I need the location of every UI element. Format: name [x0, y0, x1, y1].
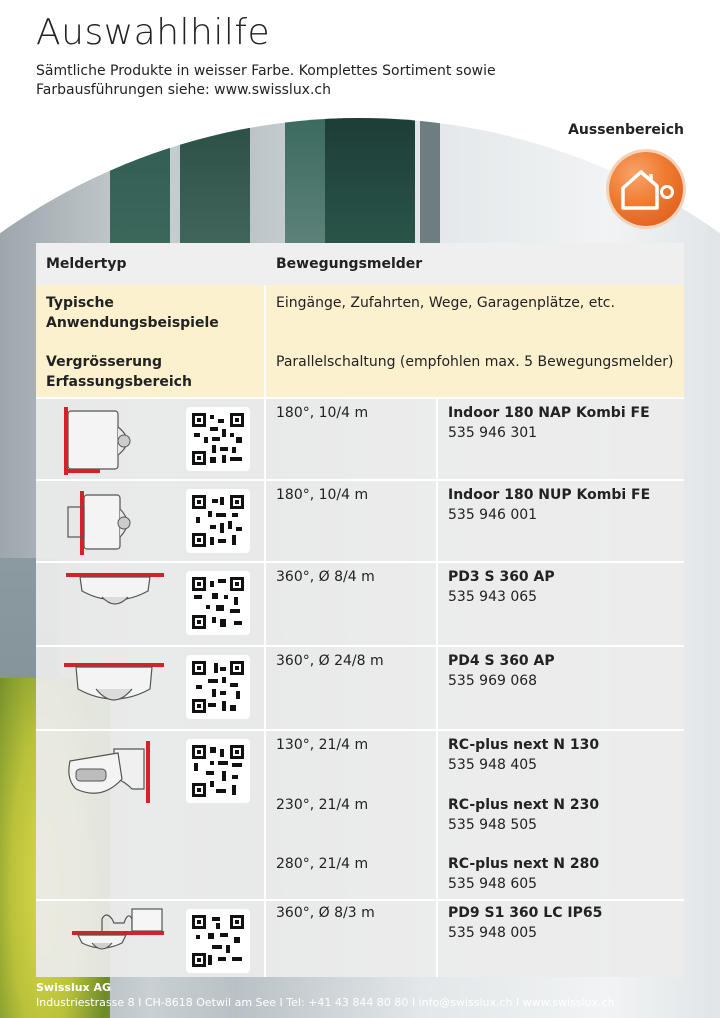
product-name: RC-plus next N 230: [448, 797, 600, 813]
product-row: [36, 729, 684, 899]
qr-code[interactable]: [186, 489, 250, 553]
product-number: 535 946 301: [448, 425, 538, 441]
qr-code[interactable]: [186, 909, 250, 973]
product-name: RC-plus next N 280: [448, 856, 600, 872]
header-bewegungsmelder: Bewegungsmelder: [276, 256, 423, 272]
product-row: [36, 645, 684, 729]
product-name: Indoor 180 NAP Kombi FE: [448, 405, 650, 421]
product-name: Indoor 180 NUP Kombi FE: [448, 487, 651, 503]
page-title: Auswahlhilfe: [36, 12, 271, 53]
table-header-row: [36, 243, 684, 285]
qr-code[interactable]: [186, 571, 250, 635]
info-block: [36, 285, 684, 397]
product-row: [36, 899, 684, 977]
range-label: Vergrösserung Erfassungsbereich: [46, 354, 192, 390]
product-row: [36, 561, 684, 645]
product-row: [36, 479, 684, 561]
product-number: 535 948 405: [448, 757, 538, 773]
product-name: RC-plus next N 130: [448, 737, 600, 753]
category-label: Aussenbereich: [568, 122, 684, 138]
product-name: PD3 S 360 AP: [448, 569, 555, 585]
product-number: 535 948 505: [448, 817, 538, 833]
product-number: 535 948 005: [448, 925, 538, 941]
header-meldertyp: Meldertyp: [46, 256, 127, 272]
range-value: Parallelschaltung (empfohlen max. 5 Bewegungsmelder): [276, 354, 674, 370]
product-image: [62, 489, 166, 557]
subtitle-line-2: Farbausführungen siehe: www.swisslux.ch: [36, 82, 331, 98]
usage-value: Eingänge, Zufahrten, Wege, Garagenplätze, etc.: [276, 295, 615, 311]
product-spec: 360°, Ø 24/8 m: [276, 653, 384, 669]
page-subtitle: [36, 62, 596, 100]
category-badge: [609, 152, 683, 226]
product-image: [62, 569, 166, 637]
usage-label: Typische Anwendungsbeispiele: [46, 295, 219, 331]
product-spec: 180°, 10/4 m: [276, 405, 369, 421]
product-image: [62, 653, 166, 721]
subtitle-line-1: Sämtliche Produkte in weisser Farbe. Komplettes Sortiment sowie: [36, 63, 496, 79]
footer: [36, 980, 615, 1010]
product-number: 535 946 001: [448, 507, 538, 523]
product-spec: 130°, 21/4 m: [276, 737, 369, 753]
product-image: [62, 905, 166, 973]
product-image: [62, 739, 166, 807]
product-number: 535 969 068: [448, 673, 538, 689]
product-number: 535 948 605: [448, 876, 538, 892]
footer-company: Swisslux AG: [36, 981, 112, 994]
product-spec: 360°, Ø 8/3 m: [276, 905, 375, 921]
qr-code[interactable]: [186, 739, 250, 803]
product-row: [36, 397, 684, 479]
product-spec: 280°, 21/4 m: [276, 856, 369, 872]
footer-address: Industriestrasse 8 I CH-8618 Oetwil am See I Tel: +41 43 844 80 80 I info@swisslux.ch I www.swisslux.ch: [36, 996, 615, 1009]
product-name: PD4 S 360 AP: [448, 653, 555, 669]
product-spec: 180°, 10/4 m: [276, 487, 369, 503]
qr-code[interactable]: [186, 655, 250, 719]
product-number: 535 943 065: [448, 589, 538, 605]
product-name: PD9 S1 360 LC IP65: [448, 905, 603, 921]
product-image: [62, 407, 166, 475]
product-spec: 230°, 21/4 m: [276, 797, 369, 813]
product-spec: 360°, Ø 8/4 m: [276, 569, 375, 585]
qr-code[interactable]: [186, 407, 250, 471]
